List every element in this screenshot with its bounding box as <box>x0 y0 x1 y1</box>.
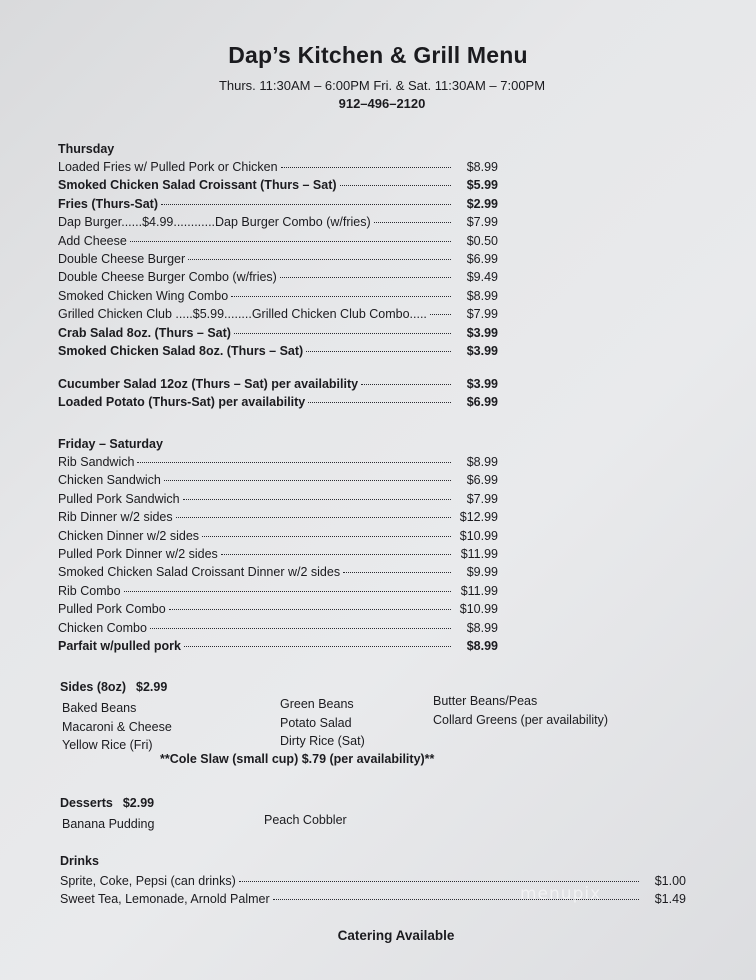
menu-item-row <box>58 232 498 250</box>
side-item: Yellow Rice (Fri) <box>62 738 153 752</box>
menu-item-name: Smoked Chicken Salad 8oz. (Thurs – Sat) <box>58 343 304 358</box>
menu-item-name: Rib Combo <box>58 583 121 598</box>
menu-item-name: Fries (Thurs-Sat) <box>58 196 159 211</box>
menu-item-row <box>58 287 498 305</box>
menu-item-row <box>58 324 498 342</box>
menu-item-row <box>58 508 498 526</box>
menu-item-name: Smoked Chicken Salad Croissant Dinner w/2 sides <box>58 565 341 580</box>
menu-item-name: Grilled Chicken Club .....$5.99........Grilled Chicken Club Combo..... <box>58 307 427 322</box>
menu-item-row <box>58 375 498 393</box>
side-item: Collard Greens (per availability) <box>433 712 609 727</box>
drinks-heading: Drinks <box>60 854 99 868</box>
thursday-section <box>58 141 498 360</box>
dot-leader <box>430 314 451 315</box>
menu-item-name: Parfait w/pulled pork <box>58 638 181 653</box>
friday-saturday-section <box>58 436 498 655</box>
watermark-logo: menupix <box>520 884 602 904</box>
menu-item-price: $6.99 <box>466 251 498 266</box>
menu-item-price: $10.99 <box>459 602 498 617</box>
menu-item-price: $7.99 <box>466 307 498 322</box>
sides-column-1 <box>62 699 172 755</box>
dot-leader <box>221 554 451 555</box>
menu-item-price: $2.99 <box>466 196 498 211</box>
menu-item-row <box>58 268 498 286</box>
section-heading-thursday: Thursday <box>58 142 115 156</box>
menu-item-row <box>58 250 498 268</box>
dot-leader <box>130 241 451 242</box>
dot-leader <box>281 167 451 168</box>
dessert-item: Banana Pudding <box>62 817 155 831</box>
menu-item-row <box>58 582 498 600</box>
menu-item-name: Dap Burger......$4.99............Dap Burger Combo (w/fries) <box>58 215 371 230</box>
menu-item-price: $6.99 <box>466 395 498 410</box>
catering-note: Catering Available <box>337 928 455 943</box>
menu-item-price: $6.99 <box>466 473 498 488</box>
dot-leader <box>361 384 451 385</box>
menu-item-row <box>58 305 498 323</box>
dot-leader <box>343 572 451 573</box>
menu-item-price: $10.99 <box>459 528 498 543</box>
page-title: Dap’s Kitchen & Grill Menu <box>228 42 528 68</box>
menu-item-name: Chicken Sandwich <box>58 473 161 488</box>
dot-leader <box>124 591 451 592</box>
desserts-heading-label: Desserts <box>60 796 113 810</box>
menu-item-row <box>58 619 498 637</box>
side-item: Baked Beans <box>62 701 137 715</box>
menu-item-row <box>58 471 498 489</box>
menu-item-price: $8.99 <box>466 455 498 469</box>
menu-item-price: $12.99 <box>459 510 498 525</box>
menu-item-name: Pulled Pork Dinner w/2 sides <box>58 546 218 561</box>
menu-item-name: Cucumber Salad 12oz (Thurs – Sat) per availability <box>58 377 359 391</box>
dot-leader <box>137 462 451 463</box>
menu-item-name: Smoked Chicken Wing Combo <box>58 288 229 303</box>
dot-leader <box>188 259 451 260</box>
menu-item-name: Rib Dinner w/2 sides <box>58 510 173 525</box>
menu-item-price: $8.99 <box>466 288 498 303</box>
menu-item-name: Add Cheese <box>58 233 127 248</box>
menu-item-price: $11.99 <box>460 546 498 561</box>
availability-section <box>58 375 498 412</box>
menu-item-price: $9.99 <box>466 565 498 580</box>
side-item: Dirty Rice (Sat) <box>280 734 365 748</box>
menu-item-name: Smoked Chicken Salad Croissant (Thurs – Sat) <box>58 178 337 193</box>
desserts-heading <box>60 796 154 810</box>
sides-column-2 <box>280 695 365 751</box>
dot-leader <box>161 204 451 205</box>
menu-item-name: Double Cheese Burger Combo (w/fries) <box>58 270 277 285</box>
dot-leader <box>169 609 451 610</box>
sides-heading-label: Sides (8oz) <box>60 680 126 694</box>
menu-item-price: $3.99 <box>466 343 498 358</box>
menu-item-price: $3.99 <box>466 325 498 340</box>
menu-item-name: Loaded Fries w/ Pulled Pork or Chicken <box>58 160 278 174</box>
menu-item-name: Double Cheese Burger <box>58 251 186 266</box>
menu-item-row <box>58 490 498 508</box>
dot-leader <box>374 222 451 223</box>
menu-item-name: Pulled Pork Sandwich <box>58 491 180 506</box>
menu-item-row <box>58 342 498 360</box>
dot-leader <box>239 881 639 882</box>
availability-items <box>58 375 498 412</box>
hours-text: Thurs. 11:30AM – 6:00PM Fri. & Sat. 11:30AM – 7:00PM <box>218 78 546 93</box>
dot-leader <box>164 480 451 481</box>
menu-item-row <box>58 213 498 231</box>
menu-item-price: $1.49 <box>654 892 686 907</box>
menu-item-name: Crab Salad 8oz. (Thurs – Sat) <box>58 325 231 340</box>
section-heading-friday: Friday – Saturday <box>58 437 163 451</box>
dot-leader <box>184 646 451 647</box>
menu-item-name: Sweet Tea, Lemonade, Arnold Palmer <box>60 892 270 907</box>
dot-leader <box>306 351 451 352</box>
menu-item-row <box>58 158 498 176</box>
dot-leader <box>183 499 451 500</box>
menu-item-price: $7.99 <box>466 491 498 506</box>
menu-item-price: $8.99 <box>466 620 498 635</box>
friday-items <box>58 453 498 655</box>
menu-item-row <box>58 563 498 581</box>
menu-item-row <box>58 600 498 618</box>
menu-item-row <box>58 637 498 655</box>
menu-item-row <box>58 453 498 471</box>
side-item: Butter Beans/Peas <box>433 694 538 708</box>
menu-item-row <box>58 393 498 411</box>
menu-item-row <box>58 195 498 213</box>
menu-item-price: $11.99 <box>460 583 498 598</box>
menu-item-row <box>58 545 498 563</box>
side-item: Potato Salad <box>280 715 352 730</box>
dot-leader <box>176 517 451 518</box>
phone-number: 912–496–2120 <box>338 96 426 111</box>
dot-leader <box>340 185 451 186</box>
menu-item-row <box>58 527 498 545</box>
desserts-price: $2.99 <box>122 796 155 810</box>
menu-item-price: $8.99 <box>466 638 498 653</box>
menu-item-name: Pulled Pork Combo <box>58 602 166 617</box>
cole-slaw-note: **Cole Slaw (small cup) $.79 (per availability)** <box>160 752 435 766</box>
sides-heading <box>60 680 167 694</box>
dot-leader <box>280 277 451 278</box>
dot-leader <box>234 333 451 334</box>
menu-item-name: Chicken Combo <box>58 620 147 635</box>
menu-item-name: Sprite, Coke, Pepsi (can drinks) <box>60 874 236 888</box>
dessert-item: Peach Cobbler <box>264 813 347 827</box>
dot-leader <box>150 628 451 629</box>
sides-price: $2.99 <box>136 680 168 694</box>
menu-item-price: $7.99 <box>466 215 498 230</box>
menu-item-price: $5.99 <box>466 178 498 193</box>
dot-leader <box>202 536 451 537</box>
menu-item-price: $8.99 <box>466 160 498 174</box>
menu-item-name: Chicken Dinner w/2 sides <box>58 528 200 543</box>
side-item: Green Beans <box>280 697 354 711</box>
menu-item-price: $1.00 <box>654 874 686 888</box>
menu-item-price: $0.50 <box>466 233 498 248</box>
sides-column-3 <box>433 692 608 729</box>
menu-item-price: $9.49 <box>466 270 498 285</box>
thursday-items <box>58 158 498 360</box>
menu-item-price: $3.99 <box>466 377 498 391</box>
menu-item-name: Loaded Potato (Thurs-Sat) per availability <box>58 395 306 410</box>
side-item: Macaroni & Cheese <box>62 719 172 734</box>
menu-item-row <box>58 176 498 194</box>
dot-leader <box>231 296 451 297</box>
dot-leader <box>308 402 451 403</box>
menu-item-name: Rib Sandwich <box>58 455 135 469</box>
